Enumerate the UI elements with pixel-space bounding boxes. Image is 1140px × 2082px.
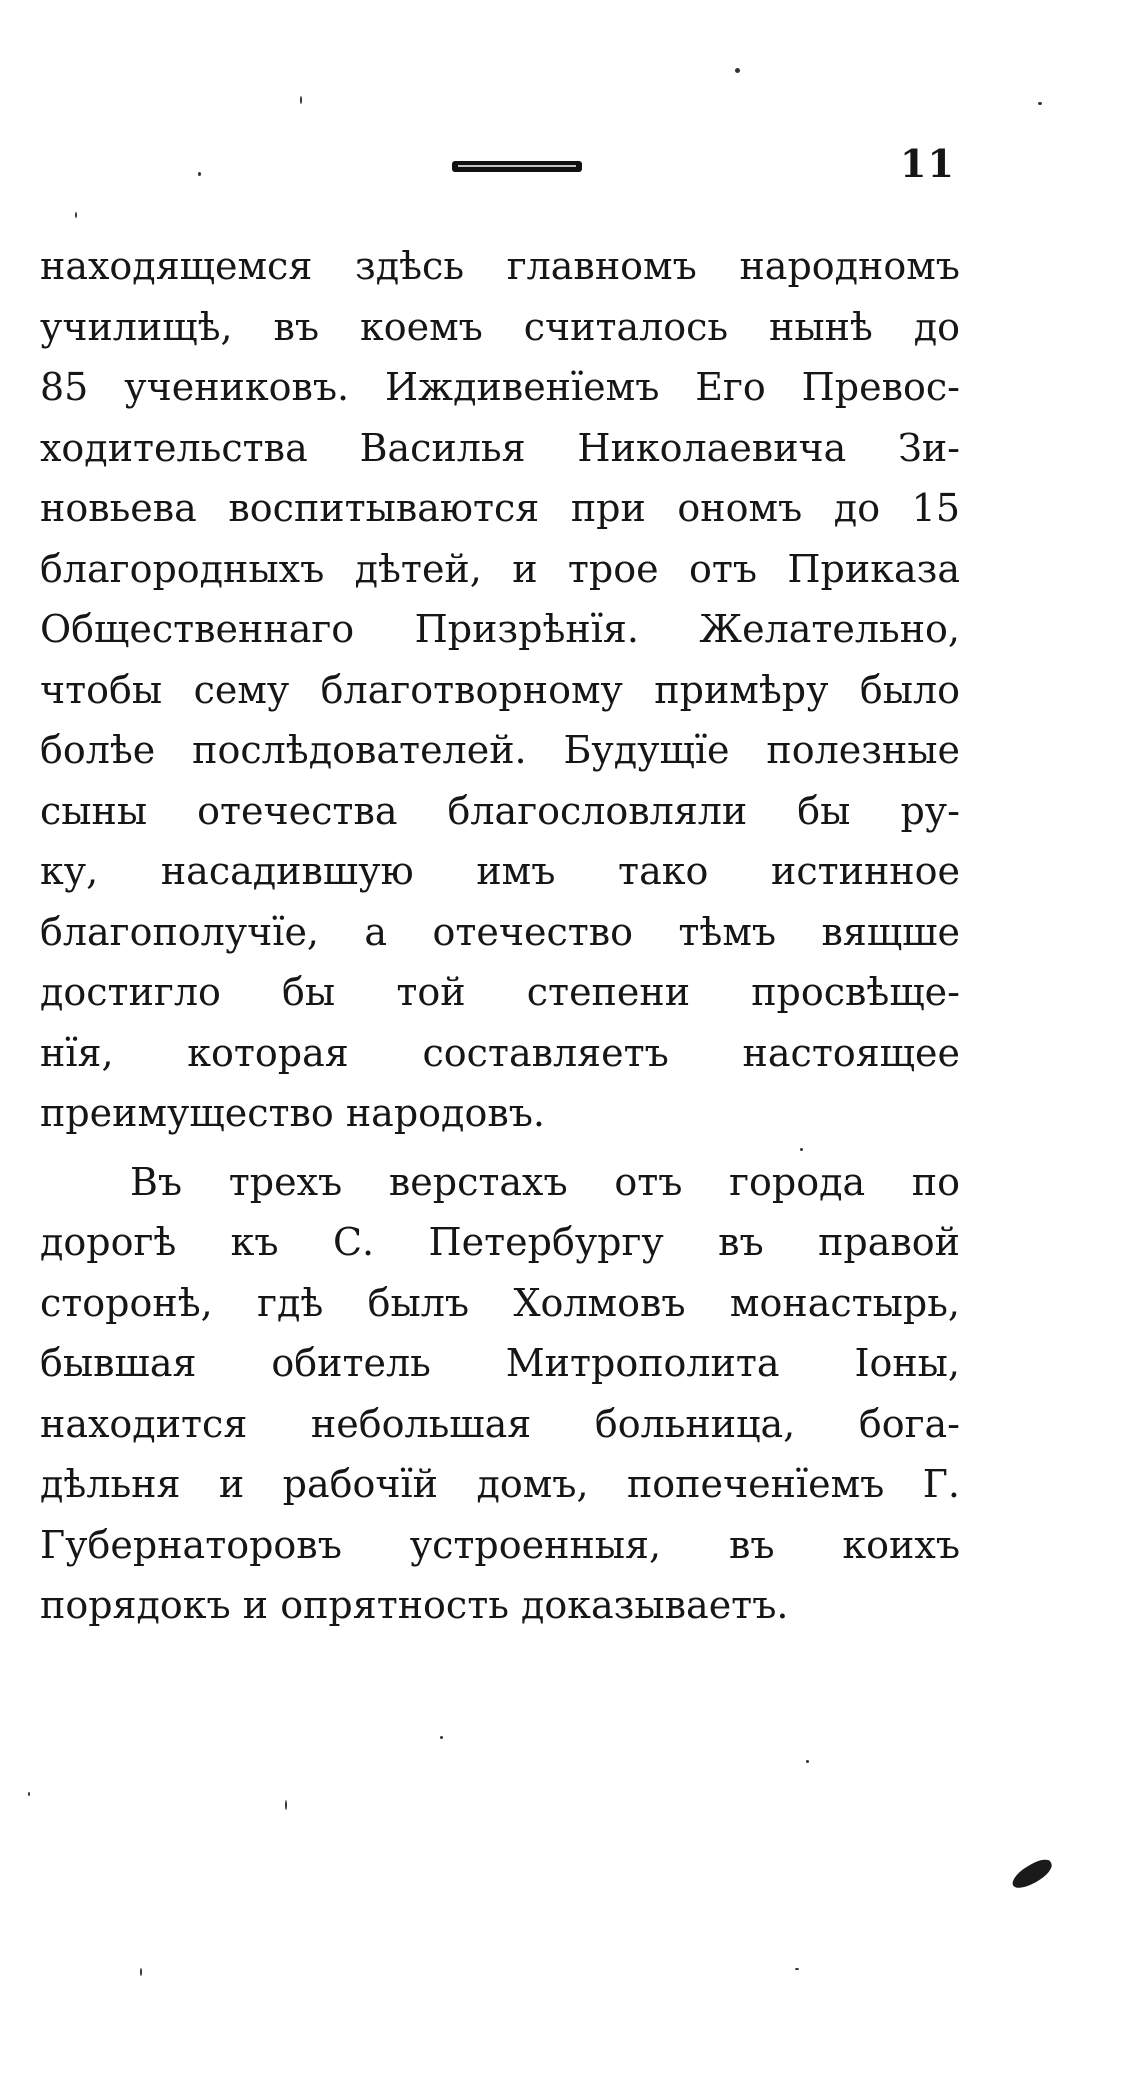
- text-line: благородныхъ дѣтей, и трое отъ Приказа: [40, 546, 960, 591]
- text-line: бывшая обитель Митрополита Iоны,: [40, 1341, 960, 1385]
- text-line: ходительства Василья Николаевича Зи-: [40, 425, 960, 470]
- text-line: дѣльня и рабочїй домъ, попеченїемъ Г.: [40, 1462, 960, 1506]
- text-line: преимущество народовъ.: [40, 1091, 545, 1135]
- text-line: училищѣ, въ коемъ считалось нынѣ до: [40, 304, 960, 349]
- print-speck: [285, 1800, 287, 1810]
- text-line: порядокъ и опрятность доказываетъ.: [40, 1583, 789, 1627]
- text-line: ку, насадившую имъ тако истинное: [40, 849, 960, 893]
- text-line: дорогѣ къ С. Петербургу въ правой: [40, 1220, 960, 1264]
- text-line: находится небольшая больница, бога-: [40, 1401, 960, 1446]
- ink-smudge: [1008, 1856, 1055, 1893]
- print-speck: [198, 172, 201, 176]
- text-line: Общественнаго Призрѣнїя. Желательно,: [40, 607, 960, 651]
- paragraph-gap: [40, 1144, 960, 1152]
- page-number: 11: [900, 141, 955, 186]
- print-speck: [300, 96, 302, 104]
- print-speck: [795, 1968, 799, 1970]
- print-speck: [1038, 102, 1042, 105]
- text-line: благополучїе, а отечество тѣмъ вящше: [40, 909, 960, 954]
- text-line: Губернаторовъ устроенныя, въ коихъ: [40, 1522, 960, 1567]
- text-line: чтобы сему благотворному примѣру было: [40, 667, 960, 712]
- paragraph-1: [40, 236, 960, 1144]
- text-line: 85 учениковъ. Иждивенїемъ Его Превос-: [40, 365, 960, 409]
- text-line: нїя, которая составляетъ настоящее: [40, 1030, 960, 1075]
- header-ornament-rule: [452, 161, 582, 172]
- print-speck: [800, 1148, 803, 1151]
- print-speck: [735, 68, 740, 73]
- text-line: болѣе послѣдователей. Будущїе полезные: [40, 728, 960, 772]
- paragraph-2: [40, 1152, 960, 1636]
- text-line: сыны отечества благословляли бы ру-: [40, 788, 960, 833]
- text-line: новьева воспитываются при ономъ до 15: [40, 486, 960, 530]
- print-speck: [440, 1736, 443, 1739]
- text-line: Въ трехъ верстахъ отъ города по: [130, 1159, 960, 1204]
- print-speck: [75, 212, 77, 218]
- text-line: достигло бы той степени просвѣще-: [40, 970, 960, 1014]
- print-speck: [806, 1760, 809, 1763]
- print-speck: [140, 1968, 142, 1976]
- body-text: [40, 236, 960, 1636]
- text-line: находящемся здѣсь главномъ народномъ: [40, 244, 960, 288]
- print-speck: [28, 1792, 30, 1796]
- page-header: [0, 141, 1140, 188]
- text-line: сторонѣ, гдѣ былъ Холмовъ монастырь,: [40, 1280, 960, 1325]
